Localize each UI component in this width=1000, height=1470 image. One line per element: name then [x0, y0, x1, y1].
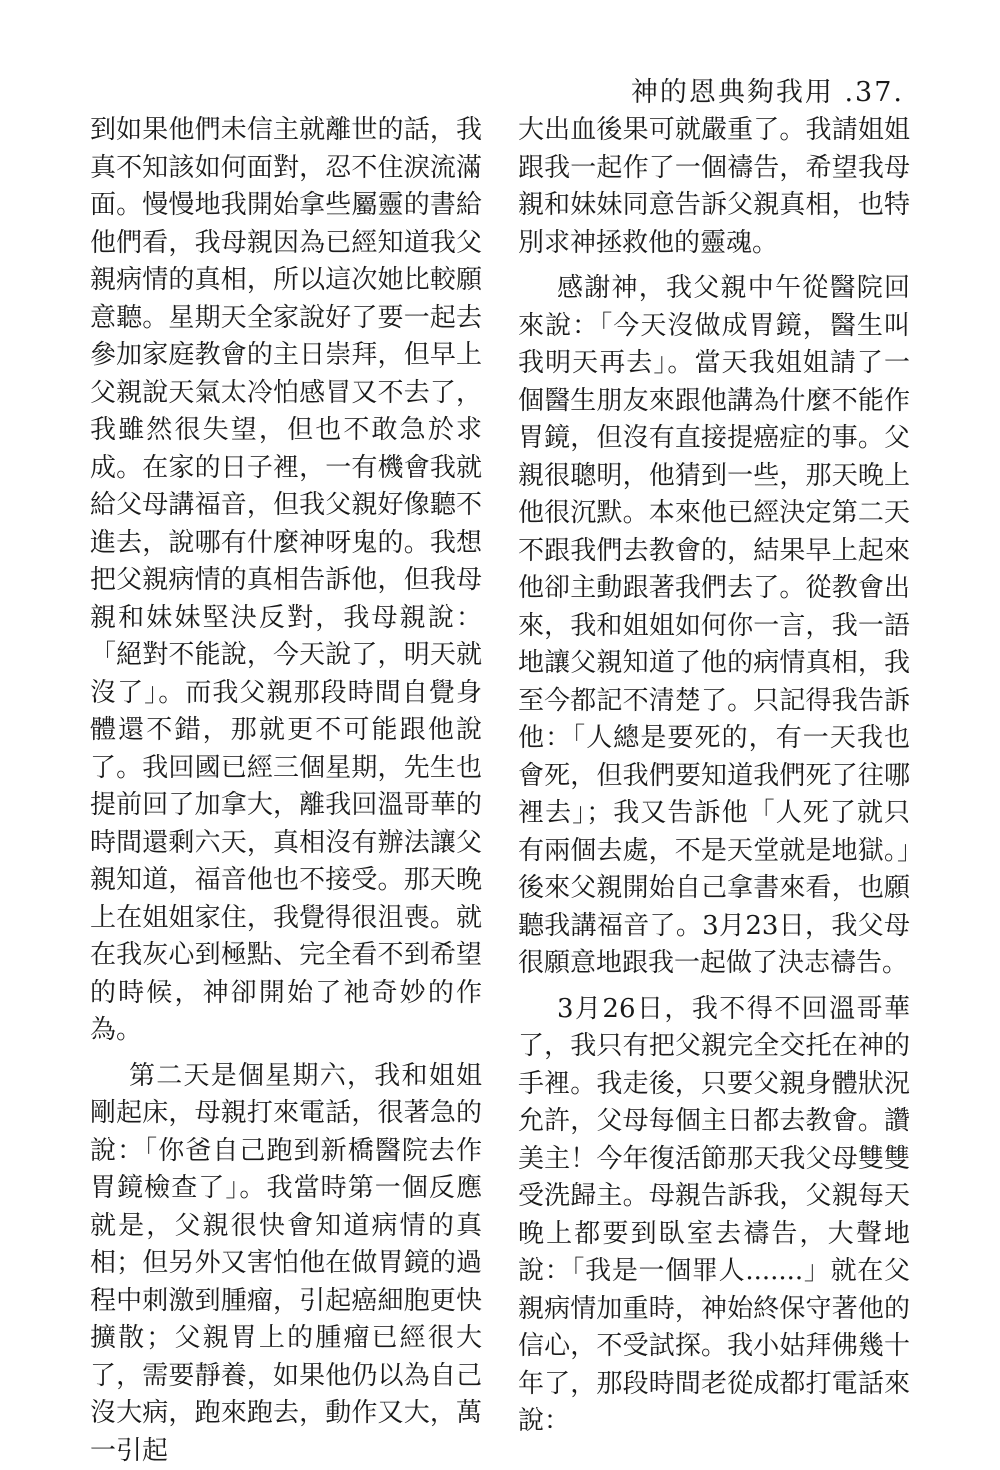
- paragraph: 到如果他們未信主就離世的話，我真不知該如何面對，忍不住淚流滿面。慢慢地我開始拿些屬靈的書給他們看，我母親因為已經知道我父親病情的真相，所以這次她比較願意聽。星期天全家說好了要一起去參加家庭教會的主日崇拜，但早上父親說天氣太冷怕感冒又不去了，我雖然很失望，但也不敢急於求成。在家的日子裡，一有機會我就給父母講福音，但我父親好像聽不進去，說哪有什麼神呀鬼的。我想把父親病情的真相告訴他，但我母親和妹妹堅決反對，我母親說：「絕對不能說，今天說了，明天就沒了」。而我父親那段時間自覺身體還不錯，那就更不可能跟他說了。我回國已經三個星期，先生也提前回了加拿大，離我回溫哥華的時間還剩六天，真相沒有辦法讓父親知道，福音他也不接受。那天晚上在姐姐家住，我覺得很沮喪。就在我灰心到極點、完全看不到希望的時候，神卻開始了祂奇妙的作為。: [90, 112, 482, 1050]
- right-column: [518, 112, 910, 1441]
- paragraph: 感謝神，我父親中午從醫院回來說：「今天沒做成胃鏡，醫生叫我明天再去」。當天我姐姐請了一個醫生朋友來跟他講為什麼不能作胃鏡，但沒有直接提癌症的事。父親很聰明，他猜到一些，那天晚上他很沉默。本來他已經決定第二天不跟我們去教會的，結果早上起來他卻主動跟著我們去了。從教會出來，我和姐姐如何你一言，我一語地讓父親知道了他的病情真相，我至今都記不清楚了。只記得我告訴他：「人總是要死的，有一天我也會死，但我們要知道我們死了往哪裡去」；我又告訴他「人死了就只有兩個去處，不是天堂就是地獄。」後來父親開始自己拿書來看，也願聽我講福音了。3月23日，我父母很願意地跟我一起做了決志禱告。: [518, 270, 910, 983]
- paragraph: 3月26日，我不得不回溫哥華了，我只有把父親完全交托在神的手裡。我走後，只要父親身體狀況允許，父母每個主日都去教會。讚美主！今年復活節那天我父母雙雙受洗歸主。母親告訴我，父親每天晚上都要到臥室去禱告，大聲地說：「我是一個罪人.......」就在父親病情加重時，神始終保守著他的信心，不受試探。我小姑拜佛幾十年了，那段時間老從成都打電話來說：: [518, 991, 910, 1441]
- paragraph: 大出血後果可就嚴重了。我請姐姐跟我一起作了一個禱告，希望我母親和妹妹同意告訴父親真相，也特別求神拯救他的靈魂。: [518, 112, 910, 262]
- paragraph: 第二天是個星期六，我和姐姐剛起床，母親打來電話，很著急的說：「你爸自己跑到新橋醫院去作胃鏡檢查了」。我當時第一個反應就是，父親很快會知道病情的真相；但另外又害怕他在做胃鏡的過程中刺激到腫瘤，引起癌細胞更快擴散；父親胃上的腫瘤已經很大了，需要靜養，如果他仍以為自己沒大病，跑來跑去，動作又大，萬一引起: [90, 1058, 482, 1470]
- left-column: [90, 112, 482, 1470]
- running-header: 神的恩典夠我用 .37.: [631, 70, 904, 109]
